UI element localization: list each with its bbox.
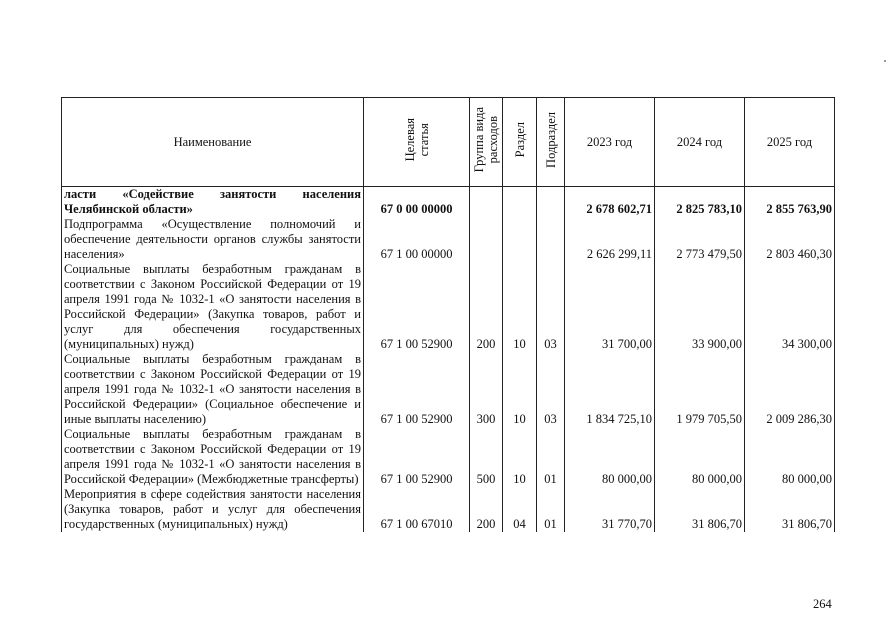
budget-table [61, 97, 835, 532]
row-2025: 2 803 460,30 [745, 217, 835, 262]
header-section-label: Раздел [512, 122, 527, 158]
table-row [62, 217, 835, 262]
row-subsection [537, 217, 565, 262]
header-year-2024: 2024 год [655, 98, 745, 187]
row-name: Социальные выплаты безработным гражданам в соответствии с Законом Российской Федерации от 19 апреля 1991 года № 1032-1 «О занятости населения в Российской Федерации» (Закупка товаров, работ и услуг для обеспечения государственных (муниципальных) нужд) [62, 262, 364, 352]
header-target-article [364, 98, 470, 187]
header-subsection [537, 98, 565, 187]
header-target-label: Целевая статья [402, 118, 431, 162]
row-2025: 80 000,00 [745, 427, 835, 487]
row-target: 67 1 00 52900 [364, 427, 470, 487]
row-2024: 2 773 479,50 [655, 217, 745, 262]
row-subsection [537, 187, 565, 218]
row-target: 67 1 00 67010 [364, 487, 470, 532]
row-subsection: 01 [537, 487, 565, 532]
header-subsection-label: Подраздел [543, 112, 558, 168]
row-2024: 1 979 705,50 [655, 352, 745, 427]
row-subsection: 03 [537, 352, 565, 427]
row-section: 10 [503, 262, 537, 352]
row-2025: 2 855 763,90 [745, 187, 835, 218]
header-expense-group [470, 98, 503, 187]
row-group: 500 [470, 427, 503, 487]
row-section: 10 [503, 352, 537, 427]
table-row [62, 187, 835, 218]
margin-speck [884, 60, 886, 62]
row-target: 67 1 00 00000 [364, 217, 470, 262]
row-subsection: 01 [537, 427, 565, 487]
header-year-2023: 2023 год [565, 98, 655, 187]
row-group [470, 217, 503, 262]
row-name: ласти «Содействие занятости населения Челябинской области» [62, 187, 364, 218]
row-name: Подпрограмма «Осуществление полномочий и обеспечение деятельности органов службы занятости населения» [62, 217, 364, 262]
row-target: 67 0 00 00000 [364, 187, 470, 218]
row-name: Социальные выплаты безработным гражданам в соответствии с Законом Российской Федерации от 19 апреля 1991 года № 1032-1 «О занятости населения в Российской Федерации» (Межбюджетные трансферты) [62, 427, 364, 487]
row-2023: 31 700,00 [565, 262, 655, 352]
row-2025: 2 009 286,30 [745, 352, 835, 427]
row-2025: 34 300,00 [745, 262, 835, 352]
row-2024: 2 825 783,10 [655, 187, 745, 218]
header-section [503, 98, 537, 187]
header-row [62, 98, 835, 187]
row-2024: 31 806,70 [655, 487, 745, 532]
row-target: 67 1 00 52900 [364, 262, 470, 352]
row-section [503, 187, 537, 218]
row-2023: 31 770,70 [565, 487, 655, 532]
table-row [62, 262, 835, 352]
row-target: 67 1 00 52900 [364, 352, 470, 427]
row-group: 300 [470, 352, 503, 427]
row-section: 10 [503, 427, 537, 487]
row-section: 04 [503, 487, 537, 532]
row-2024: 80 000,00 [655, 427, 745, 487]
row-subsection: 03 [537, 262, 565, 352]
row-group: 200 [470, 487, 503, 532]
header-group-label: Группа вида расходов [472, 107, 500, 173]
table-row [62, 427, 835, 487]
header-name: Наименование [62, 98, 364, 187]
header-year-2025: 2025 год [745, 98, 835, 187]
row-2023: 2 678 602,71 [565, 187, 655, 218]
page-number: 264 [813, 597, 832, 611]
row-2024: 33 900,00 [655, 262, 745, 352]
row-group: 200 [470, 262, 503, 352]
row-name: Мероприятия в сфере содействия занятости населения (Закупка товаров, работ и услуг для обеспечения государственных (муниципальных) нужд) [62, 487, 364, 532]
row-2025: 31 806,70 [745, 487, 835, 532]
row-section [503, 217, 537, 262]
row-2023: 2 626 299,11 [565, 217, 655, 262]
table-row [62, 352, 835, 427]
row-name: Социальные выплаты безработным гражданам в соответствии с Законом Российской Федерации от 19 апреля 1991 года № 1032-1 «О занятости населения в Российской Федерации» (Социальное обеспечение и иные выплаты населению) [62, 352, 364, 427]
row-2023: 1 834 725,10 [565, 352, 655, 427]
row-group [470, 187, 503, 218]
row-2023: 80 000,00 [565, 427, 655, 487]
table-row [62, 487, 835, 532]
